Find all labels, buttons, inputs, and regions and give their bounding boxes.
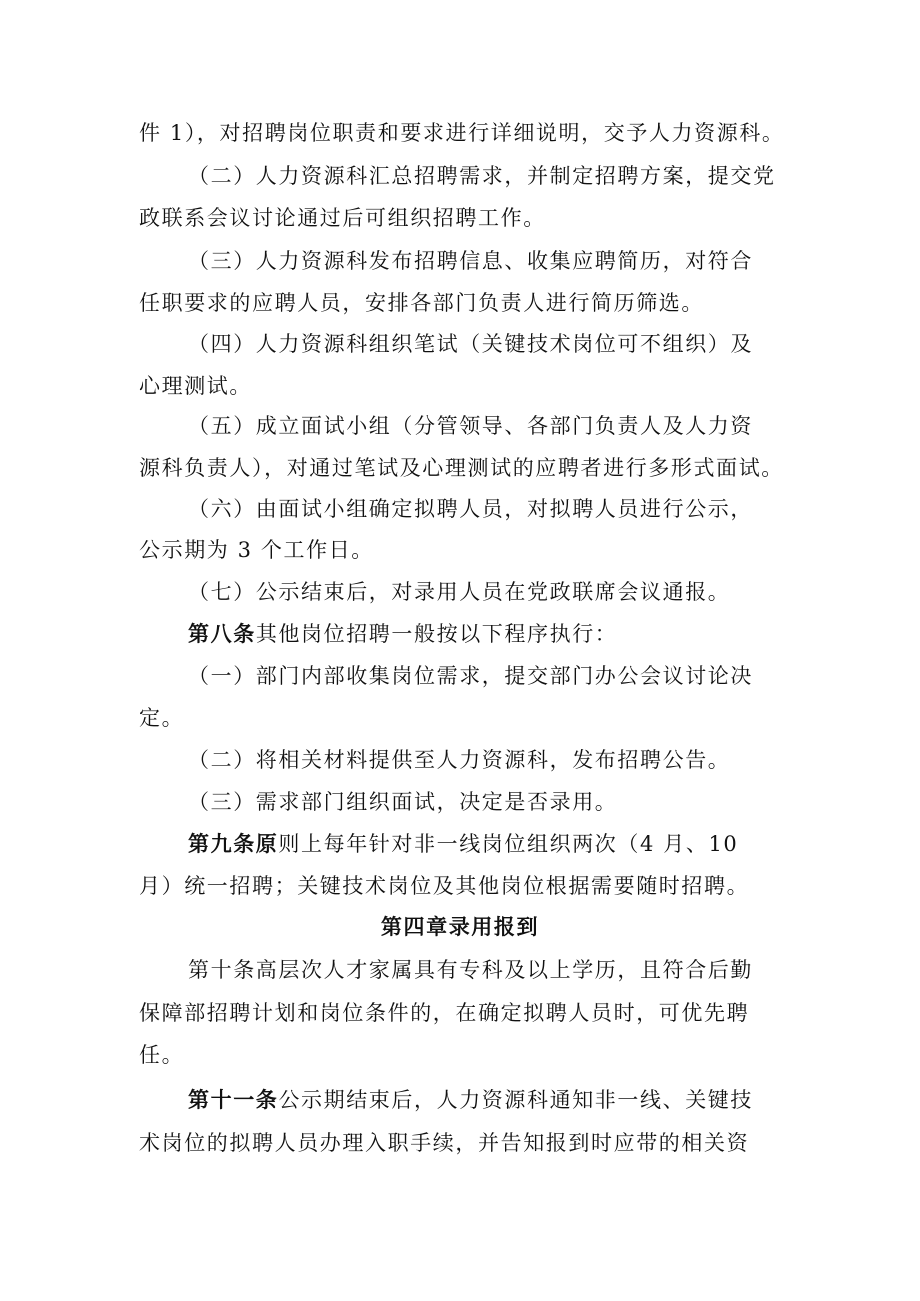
paragraph-line: 心理测试。 xyxy=(139,374,252,398)
chapter-heading: 第四章录用报到 xyxy=(380,914,540,939)
article-text: 公示期结束后，人力资源科通知非一线、关键技 xyxy=(278,1088,754,1112)
paragraph-line: 月）统一招聘；关键技术岗位及其他岗位根据需要随时招聘。 xyxy=(139,874,750,898)
paragraph-line: 保障部招聘计划和岗位条件的，在确定拟聘人员时，可优先聘 xyxy=(139,1001,750,1025)
article-text: 其他岗位招聘一般按以下程序执行： xyxy=(255,622,618,646)
paragraph-line: （二）人力资源科汇总招聘需求，并制定招聘方案，提交党 xyxy=(188,164,776,188)
paragraph-line: 任职要求的应聘人员，安排各部门负责人进行简历筛选。 xyxy=(139,291,704,315)
paragraph-line: （二）将相关材料提供至人力资源科，发布招聘公告。 xyxy=(188,748,731,772)
paragraph-line: 任。 xyxy=(139,1043,185,1067)
paragraph-line: （五）成立面试小组（分管领导、各部门负责人及人力资 xyxy=(188,414,753,438)
article-number: 第八条 xyxy=(188,621,256,646)
paragraph-line: 政联系会议讨论通过后可组织招聘工作。 xyxy=(139,206,546,230)
paragraph-line: （三）需求部门组织面试，决定是否录用。 xyxy=(188,790,618,814)
paragraph-line: 公示期为 3 个工作日。 xyxy=(139,538,374,562)
article-text: 则上每年针对非一线岗位组织两次（4 月、10 xyxy=(278,832,739,856)
paragraph-line: （六）由面试小组确定拟聘人员，对拟聘人员进行公示， xyxy=(188,497,753,521)
article-eleven-line xyxy=(188,1085,848,1115)
article-nine-line xyxy=(188,829,848,859)
paragraph-line: 定。 xyxy=(139,706,185,730)
article-eight-line xyxy=(188,619,848,649)
article-number: 第十一条 xyxy=(188,1087,279,1112)
paragraph-line: 第十条高层次人才家属具有专科及以上学历，且符合后勤 xyxy=(188,958,753,982)
paragraph-line: （四）人力资源科组织笔试（关键技术岗位可不组织）及 xyxy=(188,332,753,356)
paragraph-line: （七）公示结束后，对录用人员在党政联席会议通报。 xyxy=(188,580,731,604)
paragraph-line: （三）人力资源科发布招聘信息、收集应聘简历，对符合 xyxy=(188,249,753,273)
paragraph-line: 件 1），对招聘岗位职责和要求进行详细说明，交予人力资源科。 xyxy=(139,121,785,145)
paragraph-line: 术岗位的拟聘人员办理入职手续，并告知报到时应带的相关资 xyxy=(139,1131,750,1155)
paragraph-line: 源科负责人），对通过笔试及心理测试的应聘者进行多形式面试。 xyxy=(139,456,784,480)
paragraph-line: （一）部门内部收集岗位需求，提交部门办公会议讨论决 xyxy=(188,664,753,688)
article-number: 第九条原 xyxy=(188,831,279,856)
